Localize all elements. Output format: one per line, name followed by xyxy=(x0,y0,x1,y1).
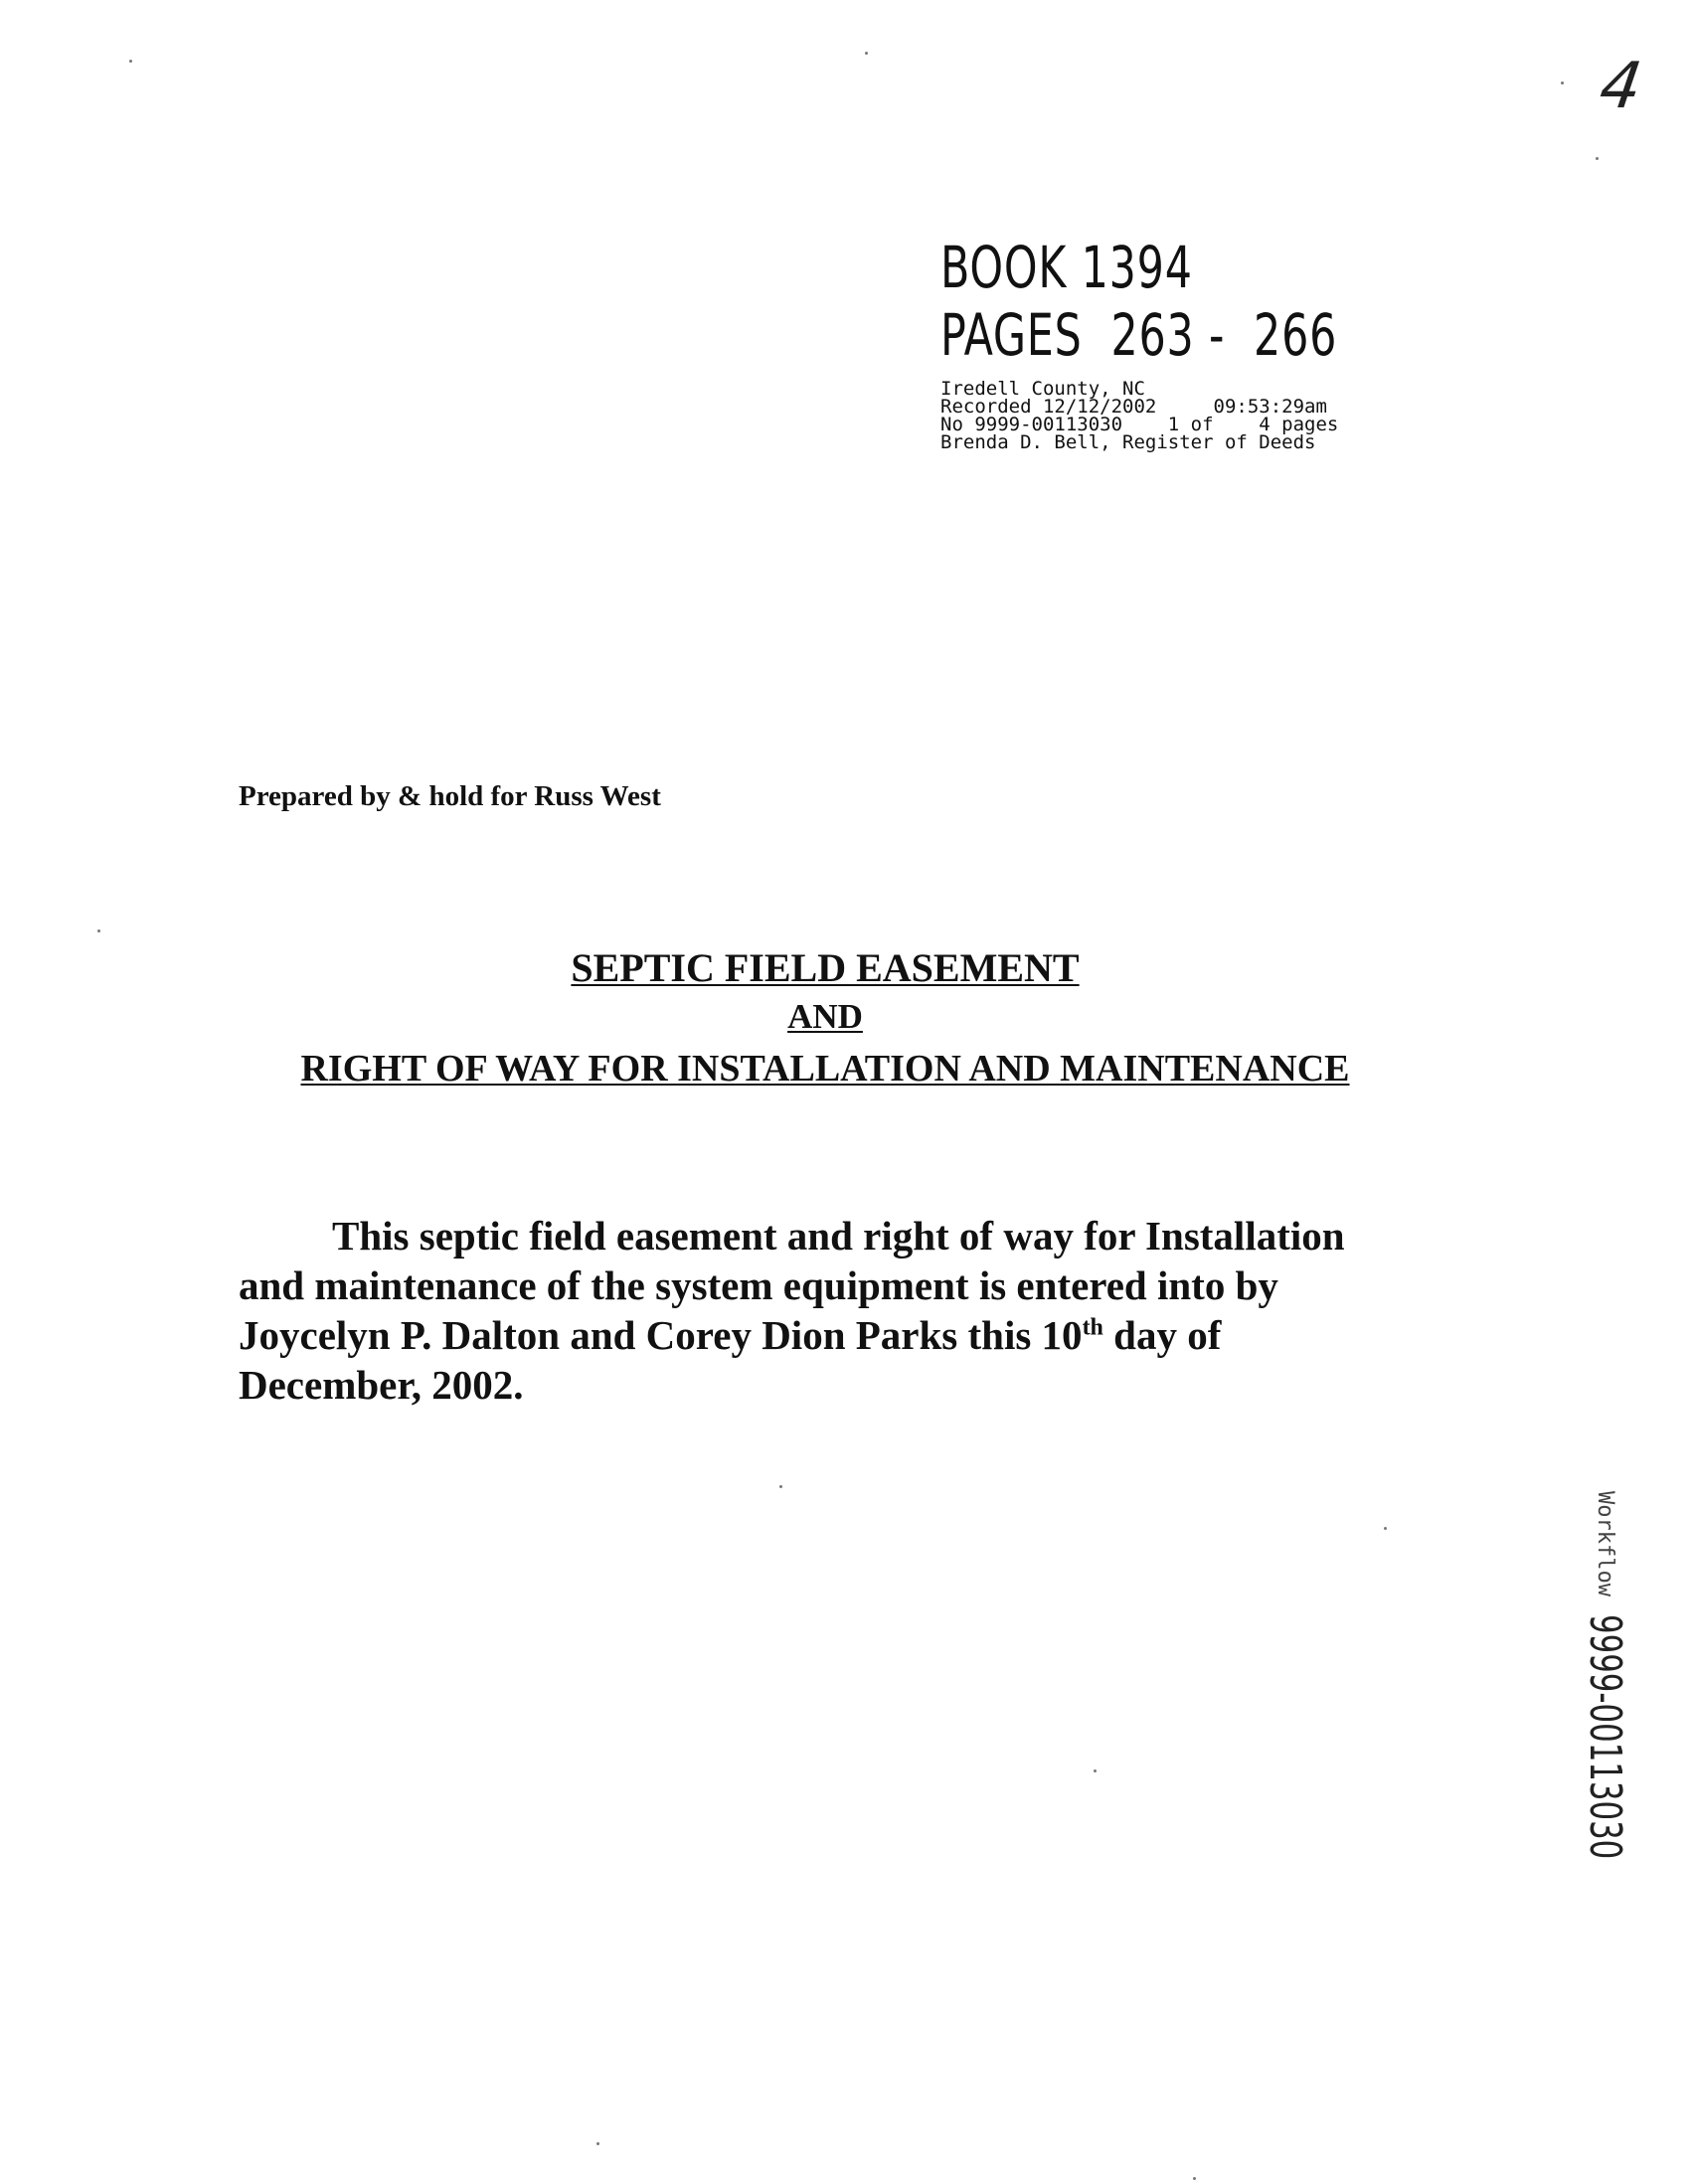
stamp-instrument-number: No 9999-00113030 1 of 4 pages xyxy=(940,414,1339,435)
body-line-3-end: day of xyxy=(1102,1312,1222,1358)
body-line-4: December, 2002. xyxy=(239,1362,524,1408)
scan-speck xyxy=(97,929,100,932)
scan-speck xyxy=(596,2142,599,2145)
body-line-1: This septic field easement and right of way for Installation xyxy=(332,1213,1345,1259)
scan-speck xyxy=(779,1485,782,1488)
document-title: SEPTIC FIELD EASEMENT xyxy=(571,945,1080,990)
scan-speck xyxy=(1561,82,1564,84)
recording-stamp xyxy=(940,235,1418,451)
scan-speck xyxy=(1596,157,1599,160)
scan-speck xyxy=(865,52,868,55)
stamp-book-number: BOOK 1394 xyxy=(940,234,1193,301)
body-line-2: and maintenance of the system equipment is entered into by xyxy=(239,1262,1278,1308)
document-subtitle: RIGHT OF WAY FOR INSTALLATION AND MAINTENANCE xyxy=(300,1048,1350,1090)
ordinal-suffix: th xyxy=(1082,1314,1103,1341)
stamp-register-of-deeds: Brenda D. Bell, Register of Deeds xyxy=(940,431,1316,453)
handwritten-page-number: 4 xyxy=(1595,50,1646,123)
scan-speck xyxy=(1193,2177,1196,2180)
stamp-page-range: PAGES 263 - 266 xyxy=(940,301,1338,369)
scan-speck xyxy=(1094,1769,1097,1772)
body-line-3-text: Joycelyn P. Dalton and Corey Dion Parks this 10 xyxy=(239,1312,1083,1358)
body-line-3 xyxy=(239,1310,1451,1360)
workflow-stamp xyxy=(1561,1491,1630,1879)
body-paragraph xyxy=(239,1211,1451,1410)
document-title-conjunction: AND xyxy=(787,997,863,1036)
scan-speck xyxy=(129,60,132,63)
workflow-number: 9999-00113030 xyxy=(1580,1613,1630,1860)
workflow-label: Workflow xyxy=(1593,1491,1617,1596)
prepared-by-line: Prepared by & hold for Russ West xyxy=(239,780,661,812)
stamp-recorded-datetime: Recorded 12/12/2002 09:53:29am xyxy=(940,396,1327,418)
stamp-county: Iredell County, NC xyxy=(940,378,1145,400)
scan-speck xyxy=(1384,1527,1387,1530)
